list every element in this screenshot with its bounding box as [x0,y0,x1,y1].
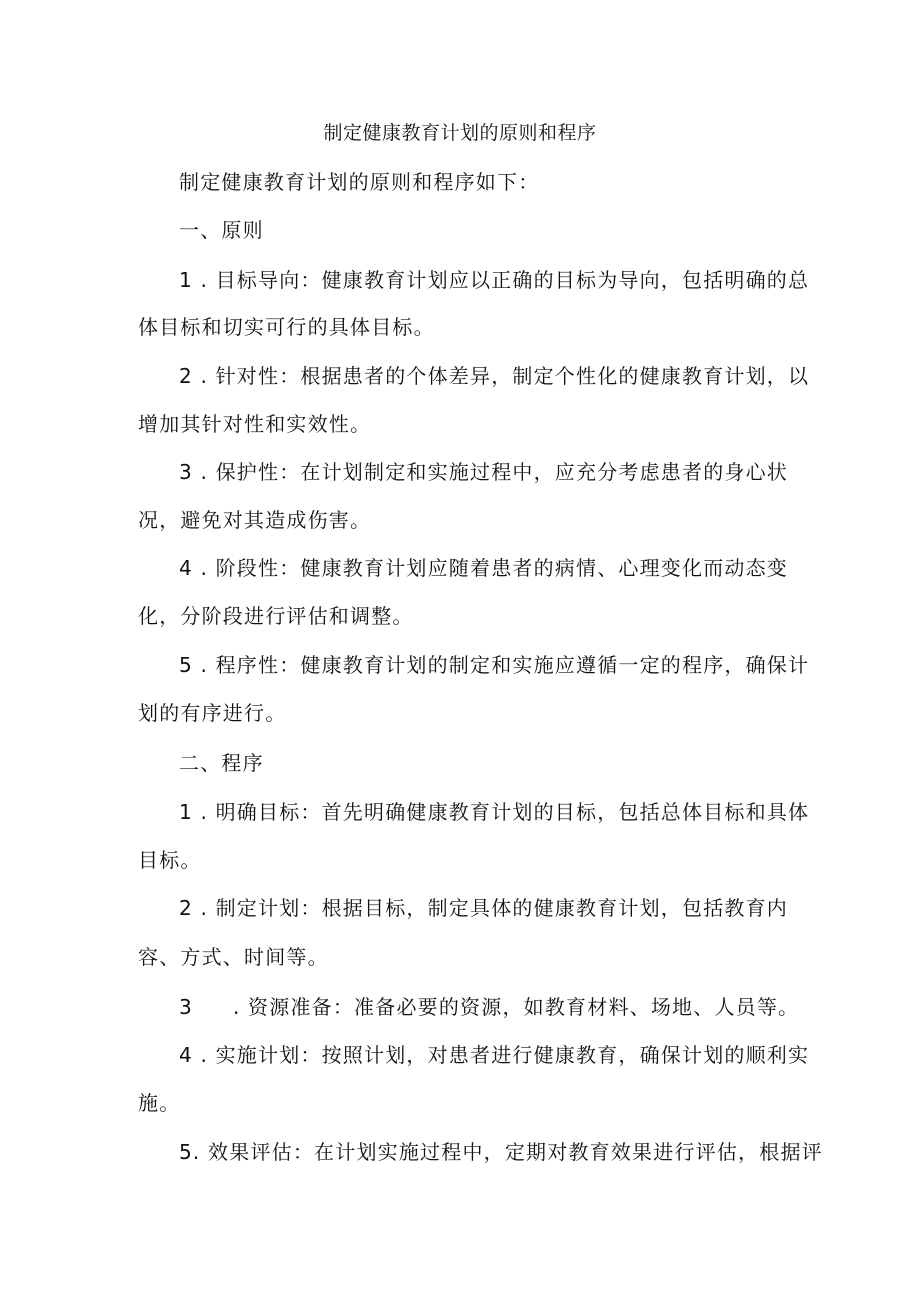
principle-3-line-2: 况，避免对其造成伤害。 [138,508,372,532]
principle-4-line-2: 化，分阶段进行评估和调整。 [138,604,414,628]
principle-5-line-2: 划的有序进行。 [138,701,287,725]
procedure-4-line-1: 4 . 实施计划：按照计划，对患者进行健康教育，确保计划的顺利实 [179,1043,810,1067]
page-title: 制定健康教育计划的原则和程序 [323,122,597,144]
procedure-3-line [179,992,799,1022]
section-heading-principles: 一、原则 [179,218,264,242]
procedure-3-number: 3 [179,995,193,1019]
principle-3-line-1: 3 . 保护性：在计划制定和实施过程中，应充分考虑患者的身心状 [179,460,788,484]
procedure-4-line-2: 施。 [138,1091,181,1115]
procedure-5-line-1: 5. 效果评估：在计划实施过程中，定期对教育效果进行评估，根据评 [179,1140,823,1164]
principle-4-line-1: 4 . 阶段性：健康教育计划应随着患者的病情、心理变化而动态变 [179,556,788,580]
intro-paragraph: 制定健康教育计划的原则和程序如下： [179,170,540,194]
procedure-2-line-1: 2 . 制定计划：根据目标，制定具体的健康教育计划，包括教育内 [179,896,788,920]
principle-5-line-1: 5 . 程序性：健康教育计划的制定和实施应遵循一定的程序，确保计 [179,653,810,677]
principle-1-line-2: 体目标和切实可行的具体目标。 [138,315,435,339]
principle-2-line-2: 增加其针对性和实效性。 [138,412,372,436]
procedure-1-line-2: 目标。 [138,848,202,872]
principle-1-line-1: 1 . 目标导向：健康教育计划应以正确的目标为导向，包括明确的总 [179,268,810,292]
procedure-2-line-2: 容、方式、时间等。 [138,945,329,969]
section-heading-procedure: 二、程序 [179,751,264,775]
principle-2-line-1: 2 . 针对性：根据患者的个体差异，制定个性化的健康教育计划，以 [179,364,810,388]
procedure-1-line-1: 1 . 明确目标：首先明确健康教育计划的目标，包括总体目标和具体 [179,800,810,824]
procedure-3-text: . 资源准备：准备必要的资源，如教育材料、场地、人员等。 [232,995,800,1019]
